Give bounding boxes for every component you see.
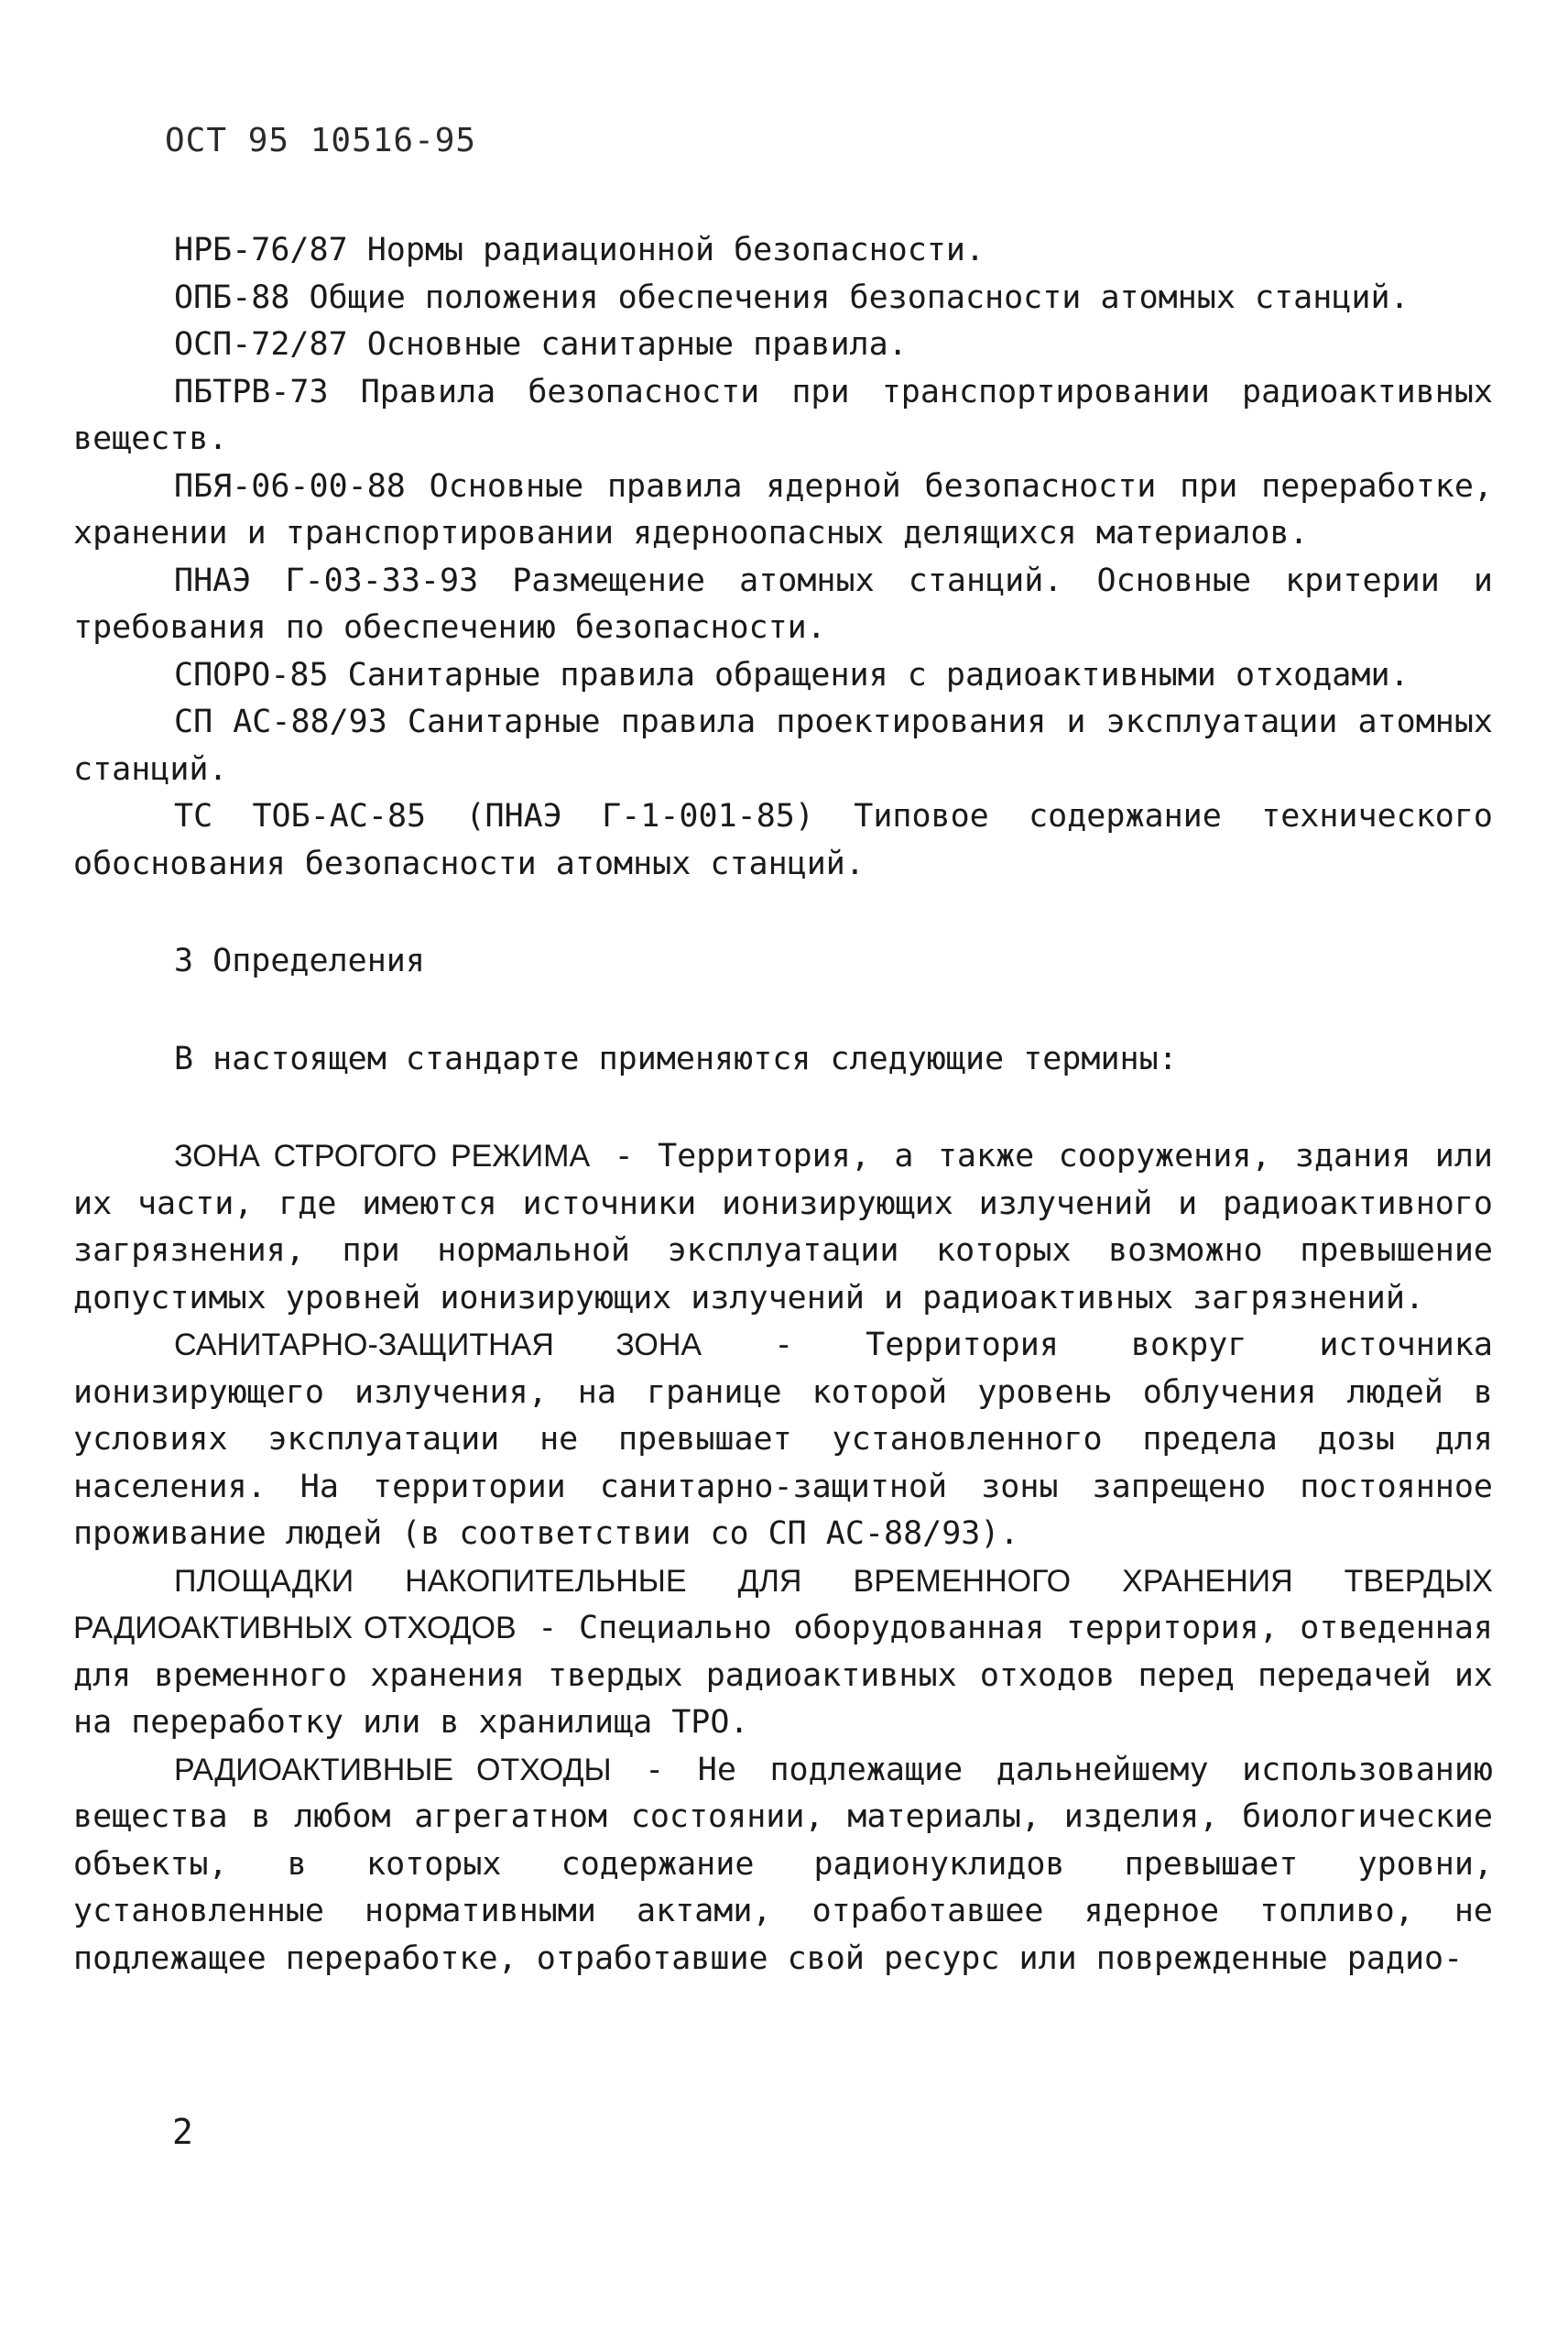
document-code: ОСТ 95 10516-95 [165, 122, 477, 159]
reference-item: ПНАЭ Г-03-33-93 Размещение атомных станций. Основные критерии и требования по обеспечению безопасности. [73, 562, 1493, 646]
definitions-list [73, 1133, 1493, 1983]
definition-text: - Территория, а также сооружения, здания или их части, где имеются источники ионизирующих излучений и радиоактивного загрязнения, при нормальной эксплуатации которых возможно превышение допустимых уровней ионизирующих излучений и радиоактивных загрязнений. [73, 1138, 1493, 1316]
definition-item [73, 1747, 1493, 1983]
reference-item: НРБ-76/87 Нормы радиационной безопасности. [174, 232, 985, 268]
definition-term: ЗОНА СТРОГОГО РЕЖИМА [174, 1139, 591, 1174]
definition-text: - Территория вокруг источника ионизирующего излучения, на границе которой уровень облучения людей в условиях эксплуатации не превышает установленного предела дозы для населения. На территории санитарно-защитной зоны запрещено постоянное проживание людей (в соответствии со СП АС-88/93). [73, 1327, 1493, 1552]
references-list [73, 227, 1493, 888]
reference-item: ОПБ-88 Общие положения обеспечения безопасности атомных станций. [174, 279, 1410, 316]
definition-item [73, 1133, 1493, 1322]
definition-item [73, 1322, 1493, 1558]
page-number: 2 [172, 2112, 193, 2152]
definition-term: САНИТАРНО-ЗАЩИТНАЯ ЗОНА [174, 1327, 702, 1362]
reference-item: ОСП-72/87 Основные санитарные правила. [174, 326, 908, 363]
definition-term: ПЛОЩАДКИ НАКОПИТЕЛЬНЫЕ ДЛЯ ВРЕМЕННОГО ХРАНЕНИЯ ТВЕРДЫХ РАДИОАКТИВНЫХ ОТХОДОВ [73, 1563, 1493, 1645]
definition-text: - Не подлежащие дальнейшему использованию вещества в любом агрегатном состоянии, материалы, изделия, биологические объекты, в которых содержание радионуклидов превышает уровни, установленные нормативными актами, отработавшее ядерное топливо, не подлежащее переработке, отработавшие свой ресурс или поврежденные радио- [73, 1751, 1494, 1977]
definition-text: - Специально оборудованная территория, отведенная для временного хранения твердых радиоактивных отходов перед передачей их на переработку или в хранилища ТРО. [73, 1610, 1493, 1741]
definition-term: РАДИОАКТИВНЫЕ ОТХОДЫ [174, 1752, 612, 1787]
reference-item: ПБТРВ-73 Правила безопасности при транспортировании радиоактивных веществ. [73, 373, 1493, 457]
reference-item: ПБЯ-06-00-88 Основные правила ядерной безопасности при переработке, хранении и транспортировании ядерноопасных делящихся материалов. [73, 467, 1493, 552]
reference-item: СП АС-88/93 Санитарные правила проектирования и эксплуатации атомных станций. [73, 704, 1493, 788]
section-heading: 3 Определения [174, 943, 425, 979]
document-body [73, 227, 1493, 1983]
section-intro: В настоящем стандарте применяются следующие термины: [174, 1040, 1178, 1077]
reference-item: СПОРО-85 Санитарные правила обращения с радиоактивными отходами. [174, 656, 1410, 694]
reference-item: ТС ТОБ-АС-85 (ПНАЭ Г-1-001-85) Типовое содержание технического обоснования безопасности атомных станций. [73, 798, 1493, 882]
definition-item [73, 1558, 1493, 1747]
